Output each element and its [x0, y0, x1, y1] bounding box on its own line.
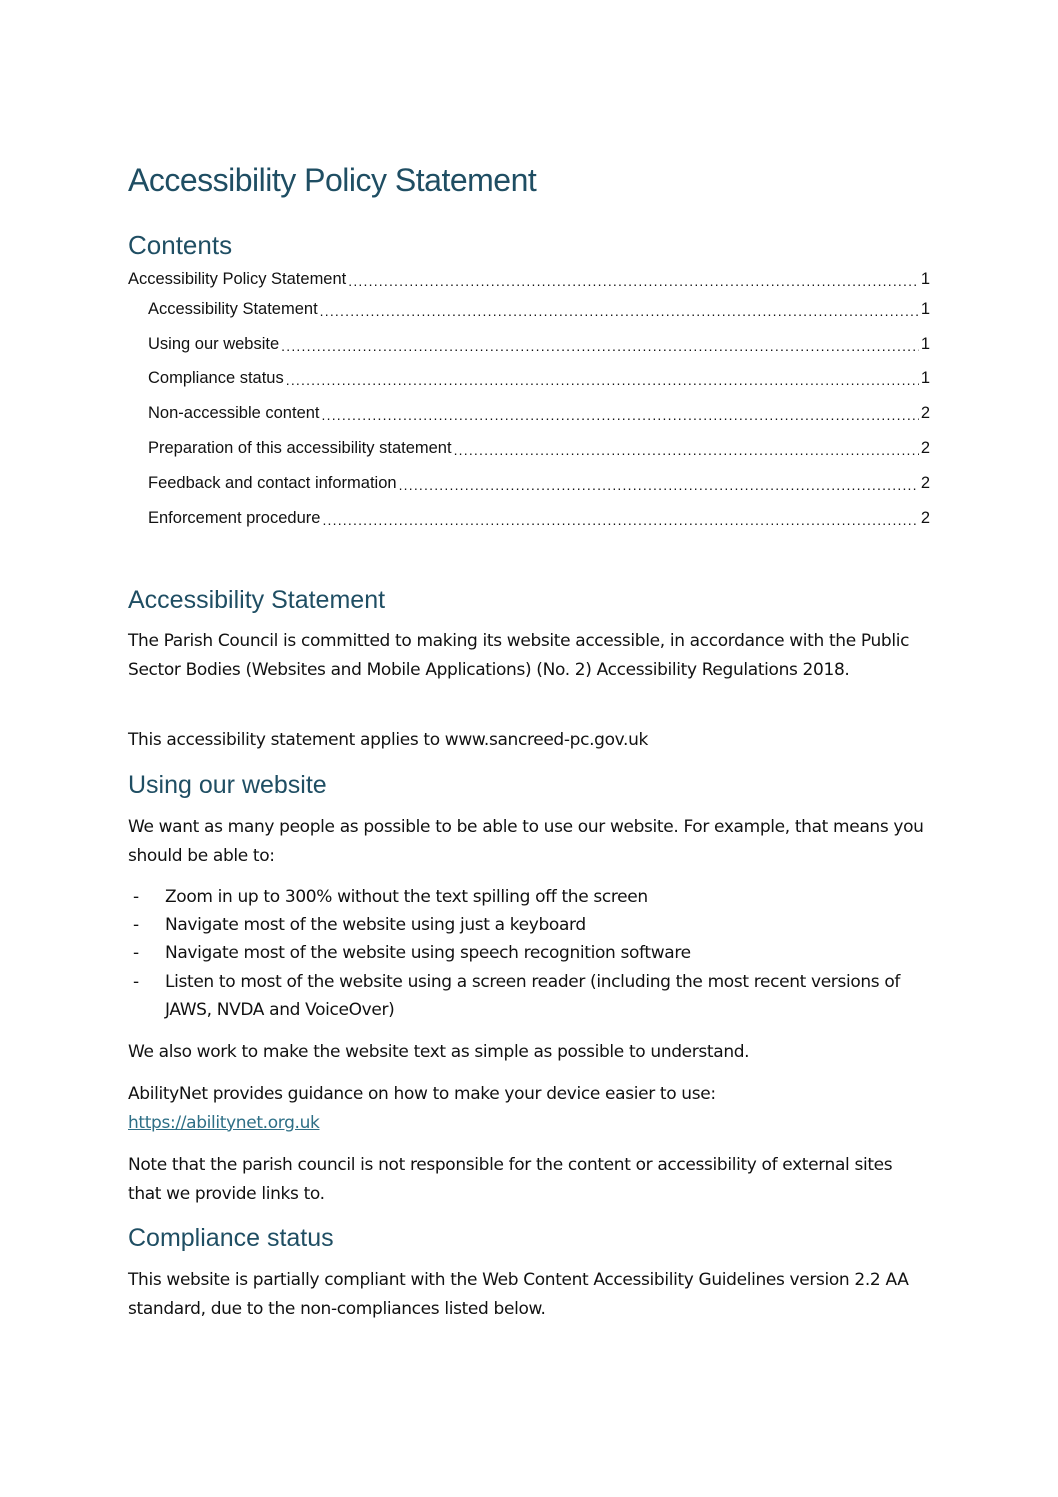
bullet-marker: -: [133, 915, 139, 936]
applies-to-paragraph: This accessibility statement applies to www.sancreed-pc.gov.uk: [128, 730, 649, 750]
list-item: [128, 911, 928, 939]
section-heading-using-our-website: Using our website: [128, 771, 327, 799]
toc-entry-using-our-website[interactable]: [128, 327, 930, 362]
toc-entry-preparation[interactable]: [128, 431, 930, 466]
abilitynet-text: AbilityNet provides guidance on how to make your device easier to use:: [128, 1084, 716, 1104]
contents-heading: Contents: [128, 230, 233, 260]
bullet-marker: -: [133, 971, 139, 992]
toc-leader-dots: [286, 373, 919, 387]
using-website-intro: We want as many people as possible to be able to use our website. For example, that means you should be able to:: [128, 817, 924, 866]
toc-entry-compliance-status[interactable]: [128, 362, 930, 397]
list-item-text: Zoom in up to 300% without the text spilling off the screen: [165, 887, 648, 907]
toc-entry-accessibility-statement[interactable]: [128, 292, 930, 327]
toc-entry-label: Non-accessible content: [148, 404, 320, 423]
abilitynet-paragraph: [128, 1080, 928, 1137]
toc-entry-page: 2: [920, 404, 930, 423]
section-heading-accessibility-statement: Accessibility Statement: [128, 586, 386, 614]
compliance-paragraph: This website is partially compliant with the Web Content Accessibility Guidelines version 2.2 AA standard, due to the non-compliances listed below.: [128, 1270, 909, 1319]
toc-leader-dots: [399, 478, 919, 492]
toc-entry-accessibility-policy-statement[interactable]: [128, 266, 930, 292]
toc-entry-page: 2: [920, 439, 930, 458]
toc-entry-label: Using our website: [148, 334, 280, 353]
toc-leader-dots: [320, 304, 919, 318]
toc-entry-label: Feedback and contact information: [148, 473, 397, 492]
toc-entry-label: Compliance status: [148, 369, 284, 388]
toc-entry-page: 1: [920, 334, 930, 353]
external-links-note: Note that the parish council is not responsible for the content or accessibility of external sites that we provide links to.: [128, 1155, 893, 1204]
list-item-text: Navigate most of the website using speech recognition software: [165, 943, 691, 964]
toc-entry-page: 1: [920, 299, 930, 318]
list-item: [128, 968, 928, 1024]
toc-leader-dots: [322, 408, 919, 422]
list-item-text: Listen to most of the website using a screen reader (including the most recent versions of JAWS, NVDA and VoiceOver): [165, 971, 901, 1020]
toc-entry-page: 1: [920, 269, 930, 288]
capabilities-list: [128, 883, 928, 1024]
toc-leader-dots: [322, 513, 918, 527]
toc-entry-enforcement[interactable]: [128, 501, 930, 536]
toc-leader-dots: [348, 274, 919, 288]
toc-entry-page: 2: [920, 508, 930, 527]
toc-entry-label: Enforcement procedure: [148, 508, 321, 527]
list-item-text: Navigate most of the website using just a keyboard: [165, 915, 586, 936]
bullet-marker: -: [133, 887, 139, 907]
list-item: [128, 883, 928, 911]
document-title: Accessibility Policy Statement: [128, 162, 537, 198]
section-heading-compliance-status: Compliance status: [128, 1224, 334, 1252]
toc-entry-feedback[interactable]: [128, 466, 930, 501]
table-of-contents: [128, 266, 930, 536]
toc-entry-label: Accessibility Statement: [148, 299, 318, 318]
toc-entry-label: Preparation of this accessibility statement: [148, 439, 452, 458]
abilitynet-link[interactable]: https://abilitynet.org.uk: [128, 1112, 320, 1133]
toc-leader-dots: [281, 339, 919, 353]
toc-entry-non-accessible-content[interactable]: [128, 396, 930, 431]
toc-leader-dots: [454, 443, 919, 457]
list-item: [128, 939, 928, 967]
simple-text-paragraph: We also work to make the website text as simple as possible to understand.: [128, 1042, 750, 1062]
accessibility-statement-paragraph: The Parish Council is committed to making its website accessible, in accordance with the Public Sector Bodies (Websites and Mobile Applications) (No. 2) Accessibility Regulations 2018.: [128, 631, 910, 680]
toc-entry-page: 2: [920, 473, 930, 492]
bullet-marker: -: [133, 943, 139, 964]
toc-entry-page: 1: [920, 369, 930, 388]
toc-entry-label: Accessibility Policy Statement: [128, 269, 347, 288]
